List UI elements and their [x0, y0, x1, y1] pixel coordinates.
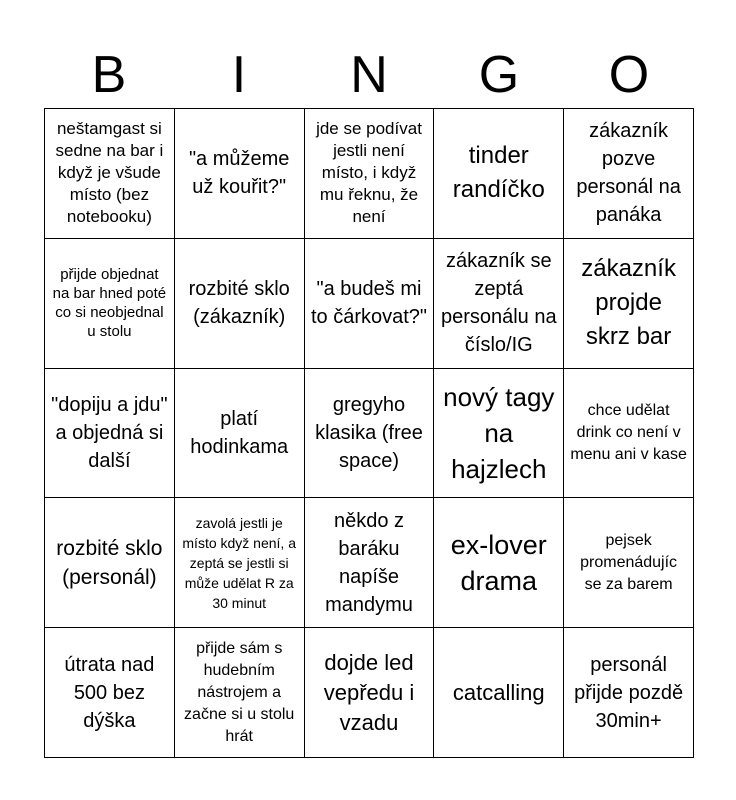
cell-text: "a budeš mi to čárkovat?" — [310, 278, 428, 329]
cell-text: dojde led vepředu i vzadu — [323, 649, 415, 735]
cell-text: přijde objednat na bar hned poté co si neobjednal u stolu — [52, 266, 167, 341]
bingo-cell-r0-c1[interactable] — [175, 109, 305, 239]
bingo-cell-r2-c0[interactable] — [45, 369, 175, 499]
bingo-cell-r0-c4[interactable] — [564, 109, 694, 239]
cell-text: zavolá jestli je místo když není, a zeptá se jestli si může udělat R za 30 minut — [182, 514, 296, 611]
bingo-cell-r4-c1[interactable] — [175, 628, 305, 758]
cell-text: platí hodinkama — [190, 407, 289, 458]
cell-text: zákazník se zeptá personálu na číslo/IG — [440, 250, 557, 357]
header-letter-i: I — [231, 46, 247, 104]
cell-text: chce udělat drink co není v menu ani v kase — [570, 401, 687, 463]
header-letter-n: N — [350, 46, 388, 104]
cell-text: catcalling — [452, 679, 545, 705]
bingo-cell-r2-c3[interactable] — [434, 369, 564, 499]
bingo-cell-r4-c3[interactable] — [434, 628, 564, 758]
bingo-cell-r0-c0[interactable] — [45, 109, 175, 239]
cell-text: jde se podívat jestli není místo, i když mu řeknu, že není — [316, 119, 422, 227]
cell-text: pejsek promenádujíc se za barem — [580, 531, 678, 593]
cell-text: nový tagy na hajzlech — [443, 381, 555, 484]
bingo-cell-r4-c4[interactable] — [564, 628, 694, 758]
header-letter-b: B — [91, 46, 127, 104]
cell-text: zákazník projde skrz bar — [581, 255, 676, 351]
cell-text: tinder randíčko — [452, 142, 545, 204]
bingo-cell-r2-c4[interactable] — [564, 369, 694, 499]
bingo-cell-r3-c1[interactable] — [175, 498, 305, 628]
bingo-cell-r0-c2[interactable] — [305, 109, 435, 239]
bingo-board — [44, 108, 694, 758]
cell-text: rozbité sklo (personál) — [56, 536, 163, 589]
bingo-cell-r1-c4[interactable] — [564, 239, 694, 369]
bingo-cell-r3-c4[interactable] — [564, 498, 694, 628]
bingo-cell-r0-c3[interactable] — [434, 109, 564, 239]
bingo-cell-r3-c2[interactable] — [305, 498, 435, 628]
cell-text: neštamgast si sedne na bar i když je všude místo (bez notebooku) — [55, 119, 164, 227]
bingo-cell-r1-c0[interactable] — [45, 239, 175, 369]
bingo-cell-r3-c0[interactable] — [45, 498, 175, 628]
cell-text: rozbité sklo (zákazník) — [188, 278, 290, 329]
cell-text: personál přijde pozdě 30min+ — [574, 653, 684, 732]
cell-text: gregyho klasika (free space) — [315, 393, 423, 472]
bingo-cell-r1-c2[interactable] — [305, 239, 435, 369]
bingo-cell-r2-c2[interactable] — [305, 369, 435, 499]
cell-text: někdo z baráku napíše mandymu — [325, 509, 413, 616]
header-letter-o: O — [608, 46, 650, 104]
bingo-cell-r1-c3[interactable] — [434, 239, 564, 369]
bingo-cell-r3-c3[interactable] — [434, 498, 564, 628]
bingo-cell-r1-c1[interactable] — [175, 239, 305, 369]
cell-text: "a můžeme už kouřit?" — [188, 148, 290, 199]
header-letter-g: G — [478, 46, 520, 104]
bingo-header — [44, 42, 694, 108]
bingo-cell-r2-c1[interactable] — [175, 369, 305, 499]
cell-text: "dopiju a jdu" a objedná si další — [51, 393, 168, 472]
bingo-cell-r4-c0[interactable] — [45, 628, 175, 758]
cell-text: ex-lover drama — [450, 529, 547, 596]
bingo-cell-r4-c2[interactable] — [305, 628, 435, 758]
cell-text: přijde sám s hudebním nástrojem a začne si u stolu hrát — [184, 639, 295, 745]
cell-text: zákazník pozve personál na panáka — [576, 120, 681, 227]
cell-text: útrata nad 500 bez dýška — [64, 653, 155, 732]
